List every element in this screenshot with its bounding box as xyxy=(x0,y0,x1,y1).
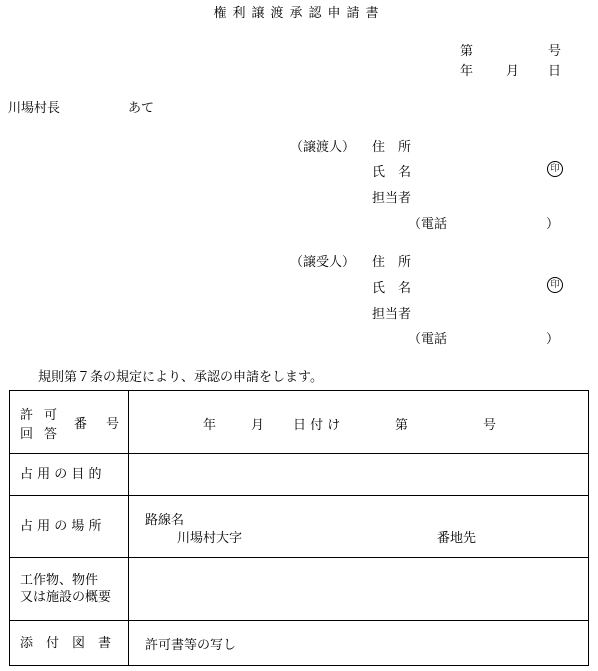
transferor-address-label: 住 所 xyxy=(372,140,412,155)
facility-overview-label-cell xyxy=(10,558,129,621)
permit-number-suffix: 号 xyxy=(483,418,497,433)
addressee-suffix: あて xyxy=(128,101,155,116)
table-row-location xyxy=(10,496,589,558)
table-row-facility-overview xyxy=(10,558,589,621)
village-district-label: 川場村大字 xyxy=(177,530,243,546)
table-row-permit-number xyxy=(10,391,589,454)
lot-suffix-label: 番地先 xyxy=(437,530,477,546)
transferee-seal-mark: 印 xyxy=(547,277,563,293)
label-char: 番 xyxy=(74,417,88,432)
purpose-value-cell[interactable] xyxy=(129,454,589,496)
location-value-cell[interactable] xyxy=(129,496,589,558)
permit-date-suffix: 日 付 け xyxy=(293,418,341,433)
date-year-label: 年 xyxy=(460,64,474,79)
date-month-label: 月 xyxy=(506,64,520,79)
purpose-label-cell xyxy=(10,454,129,496)
document-number-suffix: 号 xyxy=(548,44,562,59)
attachments-label-cell xyxy=(10,621,129,666)
transferee-address-label: 住 所 xyxy=(372,255,412,270)
attachments-value-cell[interactable] xyxy=(129,621,589,666)
table-row-purpose xyxy=(10,454,589,496)
application-statement: 規則第７条の規定により、承認の申請をします。 xyxy=(38,370,323,385)
label-char: 答 xyxy=(44,427,58,442)
permit-year-label: 年 xyxy=(203,418,217,433)
facility-overview-label-line2: 又は施設の概要 xyxy=(20,590,112,605)
transferor-name-label: 氏 名 xyxy=(372,165,412,180)
permit-number-prefix: 第 xyxy=(395,418,409,433)
label-char: 号 xyxy=(106,417,120,432)
label-char: 可 xyxy=(44,408,58,423)
location-label-cell xyxy=(10,496,129,558)
attachments-label: 添 付 図 書 xyxy=(20,635,112,651)
addressee: 川場村長 xyxy=(8,101,61,116)
facility-overview-value-cell[interactable] xyxy=(129,558,589,621)
label-char: 許 xyxy=(20,408,34,423)
transferee-name-label: 氏 名 xyxy=(372,281,412,296)
permit-number-value-cell[interactable] xyxy=(129,391,589,454)
transferor-phone-close: ） xyxy=(546,217,560,232)
purpose-label: 占 用 の 目 的 xyxy=(20,467,102,482)
transferee-phone-label: （電話 xyxy=(408,332,448,347)
transferor-seal-mark: 印 xyxy=(547,161,563,177)
permit-month-label: 月 xyxy=(251,418,265,433)
permit-number-label-cell xyxy=(10,391,129,454)
attachments-value: 許可書等の写し xyxy=(145,638,237,653)
transferee-person-label: 担当者 xyxy=(372,307,412,322)
application-form-table xyxy=(9,390,589,666)
transferor-person-label: 担当者 xyxy=(372,191,412,206)
table-row-attachments xyxy=(10,621,589,666)
label-char: 回 xyxy=(20,427,34,442)
document-title: 権利譲渡承認申請書 xyxy=(213,6,385,21)
date-day-label: 日 xyxy=(548,64,562,79)
document-number-label: 第 xyxy=(460,44,474,59)
facility-overview-label-line1: 工作物、物件 xyxy=(20,573,99,588)
transferee-phone-close: ） xyxy=(546,332,560,347)
route-name-label: 路線名 xyxy=(145,512,185,528)
permit-number-label xyxy=(10,402,128,442)
transferee-label: （譲受人） xyxy=(290,255,356,270)
transferor-label: （譲渡人） xyxy=(290,140,356,155)
location-label: 占 用 の 場 所 xyxy=(20,519,102,534)
transferor-phone-label: （電話 xyxy=(408,217,448,232)
